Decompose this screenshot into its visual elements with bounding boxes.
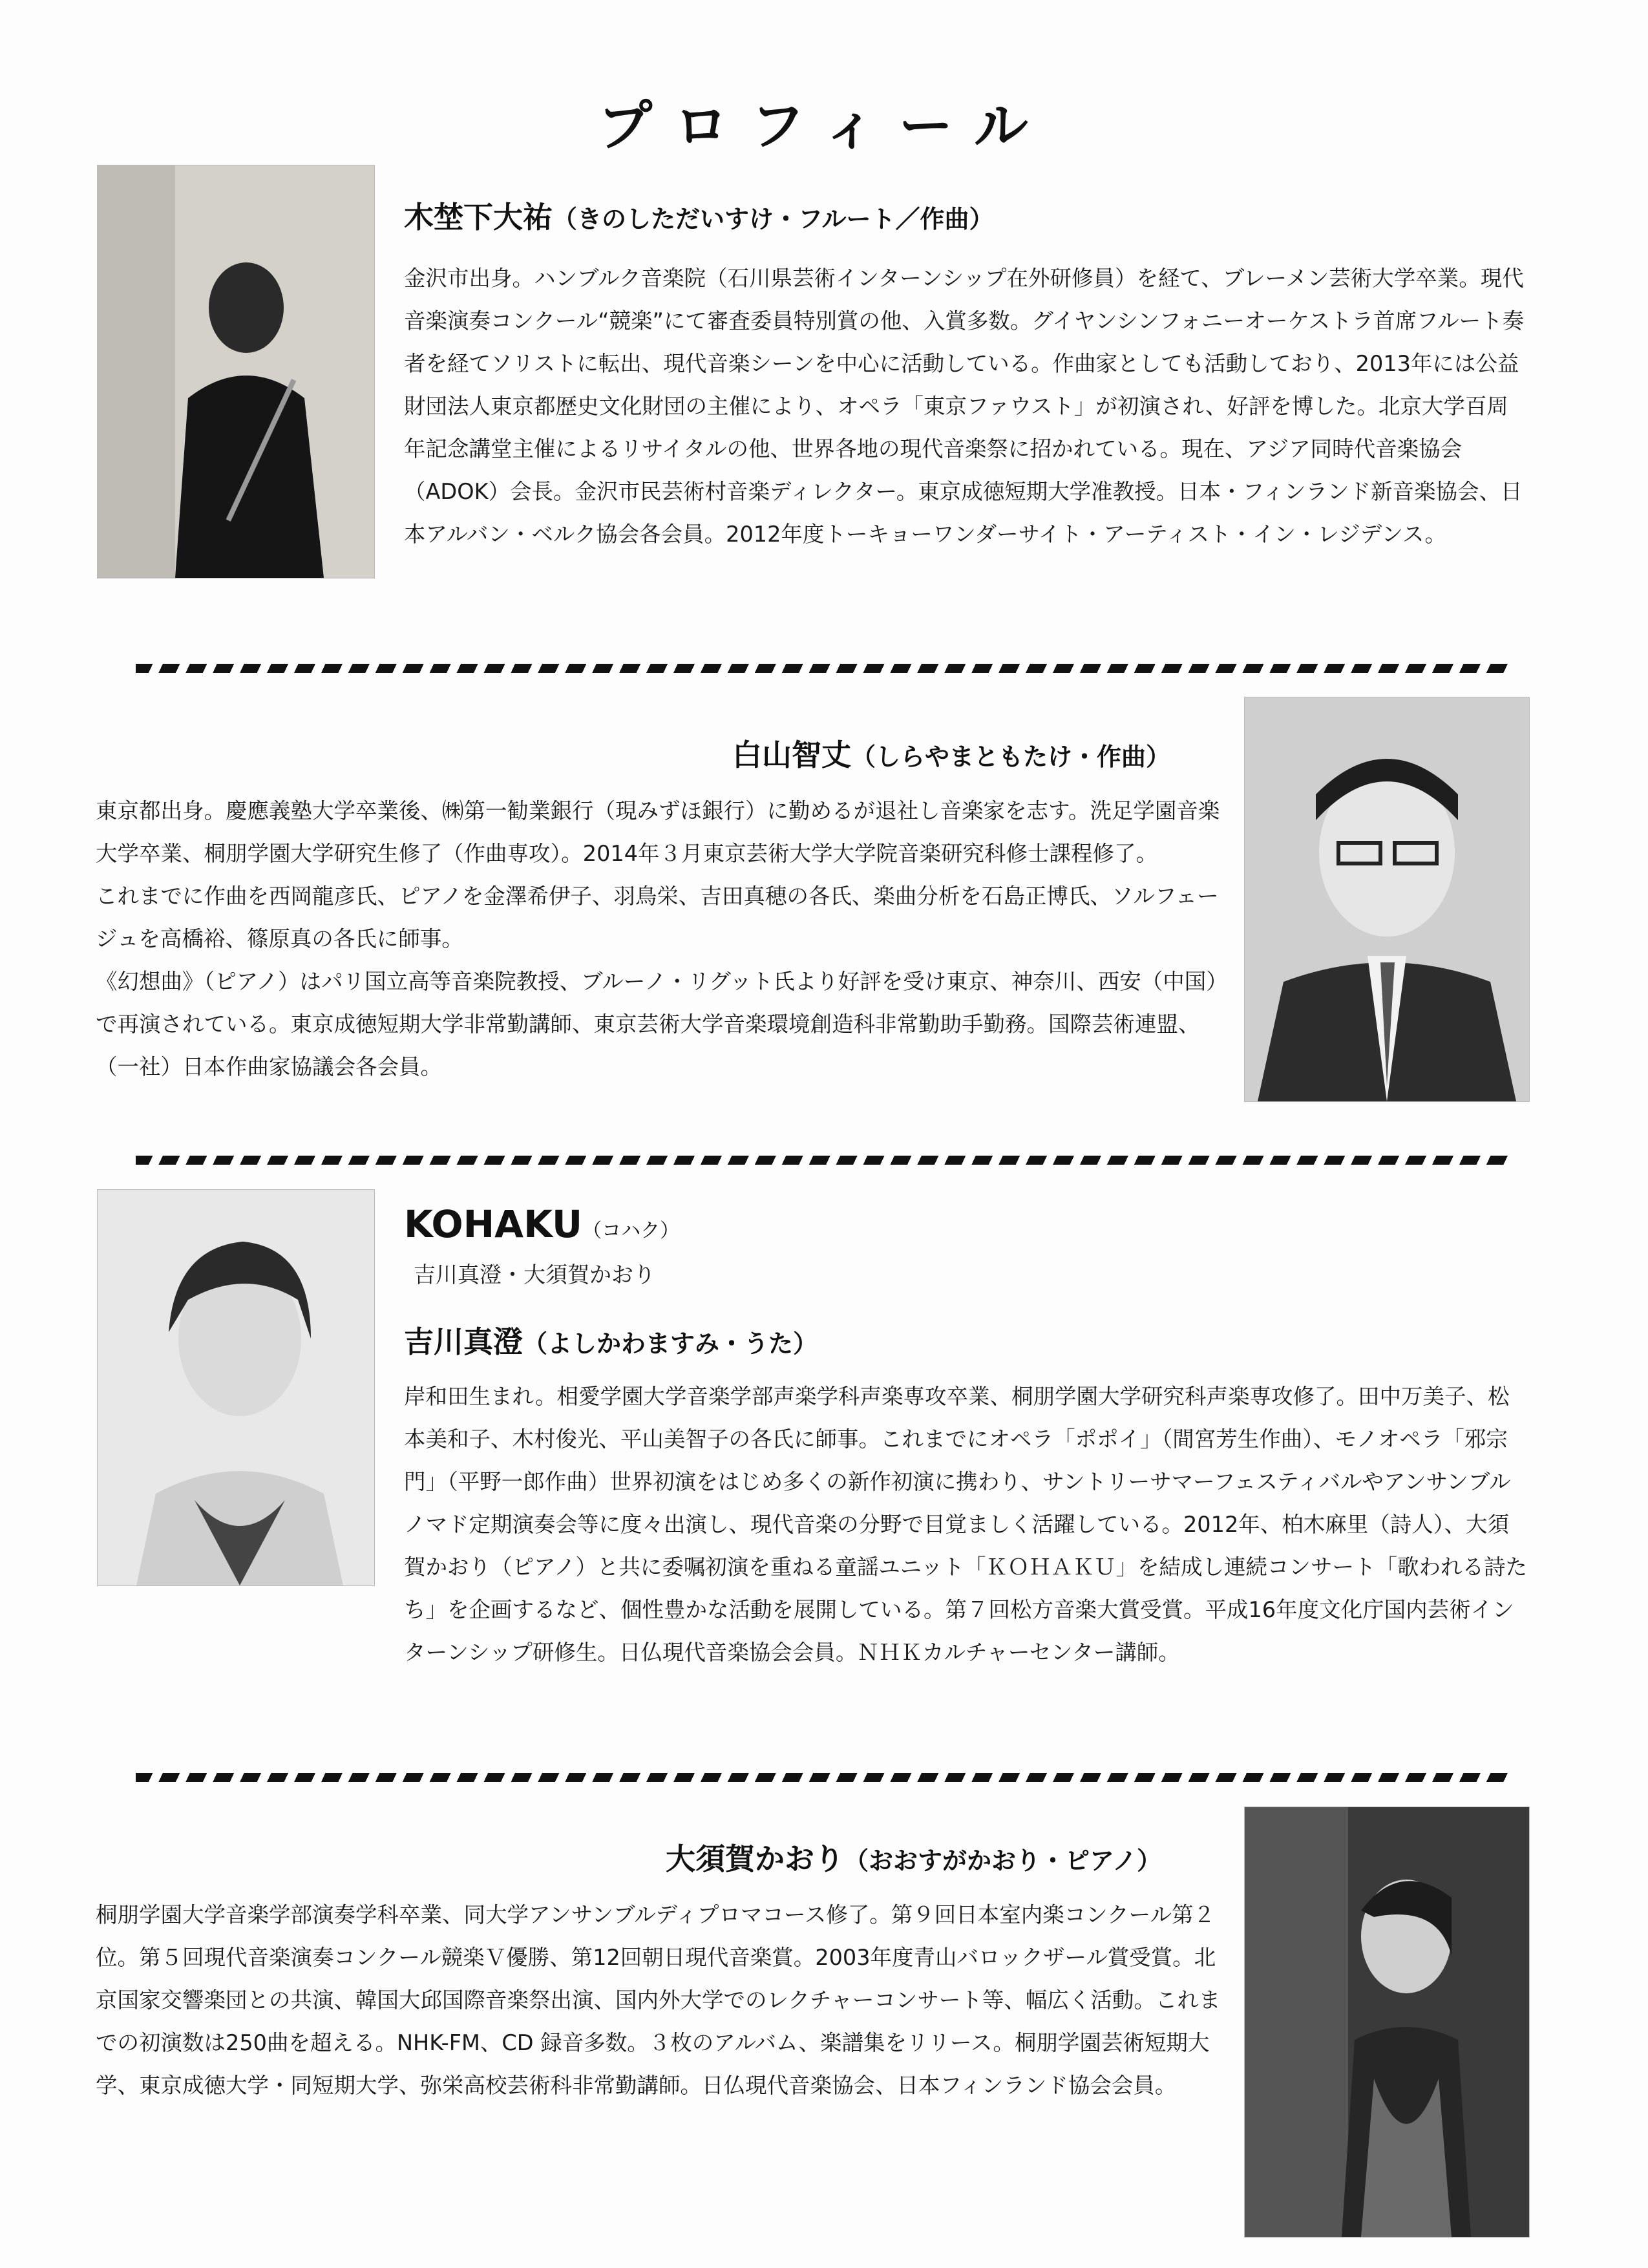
name-kanji: 木埜下大祐	[404, 200, 553, 235]
bio-paragraph: 《幻想曲》（ピアノ）はパリ国立高等音楽院教授、ブルーノ・リグット氏より好評を受け東京、神奈川、西安（中国）で再演されている。東京成徳短期大学非常勤講師、東京芸術大学音楽環境創造科非常勤助手勤務。国際芸術連盟、（一社）日本作曲家協議会各会員。	[96, 969, 1217, 1079]
group-members: 吉川真澄・大須賀かおり	[414, 1262, 655, 1288]
name-kanji: 大須賀かおり	[666, 1841, 844, 1876]
bio-kinoshita	[404, 257, 1528, 556]
name-kanji: 吉川真澄	[404, 1324, 523, 1359]
bio-paragraph: 金沢市出身。ハンブルク音楽院（石川県芸術インターンシップ在外研修員）を経て、ブレーメン芸術大学卒業。現代音楽演奏コンクール“競楽”にて審査委員特別賞の他、入賞多数。グイヤンシンフォニーオーケストラ首席フルート奏者を経てソリストに転出、現代音楽シーンを中心に活動している。作曲家としても活動しており、2013年には公益財団法人東京都歴史文化財団の主催により、オペラ「東京ファウスト」が初演され、好評を博した。北京大学百周年記念講堂主催によるリサイタルの他、世界各地の現代音楽祭に招かれている。現在、アジア同時代音楽協会（ADOK）会長。金沢市民芸術村音楽ディレクター。東京成徳短期大学准教授。日本・フィンランド新音楽協会、日本アルバン・ベルク協会各会員。2012年度トーキョーワンダーサイト・アーティスト・イン・レジデンス。	[404, 266, 1525, 547]
group-name-latin: KOHAKU	[404, 1202, 583, 1246]
bio-yoshikawa	[404, 1375, 1528, 1674]
name-reading: （おおすがかおり・ピアノ）	[844, 1847, 1161, 1875]
profile-name-shirayama	[732, 732, 1170, 774]
name-reading: （しらやまともたけ・作曲）	[851, 743, 1171, 771]
bio-shirayama	[96, 790, 1223, 1088]
portrait-photo-osuga	[1244, 1807, 1530, 2238]
portrait-photo-yoshikawa	[97, 1189, 375, 1586]
section-divider	[136, 1156, 1512, 1165]
page-title: プロフィール	[598, 94, 1050, 158]
name-reading: （きのしただいすけ・フルート／作曲）	[553, 205, 994, 233]
bio-paragraph: 桐朋学園大学音楽学部演奏学科卒業、同大学アンサンブルディプロマコース修了。第９回日本室内楽コンクール第２位。第５回現代音楽演奏コンクール競楽Ｖ優勝、第12回朝日現代音楽賞。2003年度青山バロックザール賞受賞。北京国家交響楽団との共演、韓国大邱国際音楽祭出演、国内外大学でのレクチャーコンサート等、幅広く活動。これまでの初演数は250曲を超える。NHK-FM、CD 録音多数。３枚のアルバム、楽譜集をリリース。桐朋学園芸術短期大学、東京成徳大学・同短期大学、弥栄高校芸術科非常勤講師。日仏現代音楽協会、日本フィンランド協会会員。	[96, 1902, 1221, 2098]
group-name-reading: （コハク）	[582, 1220, 680, 1242]
bio-paragraph: 岸和田生まれ。相愛学園大学音楽学部声楽学科声楽専攻卒業、桐朋学園大学研究科声楽専攻修了。田中万美子、松本美和子、木村俊光、平山美智子の各氏に師事。これまでにオペラ「ポポイ」（間宮芳生作曲）、モノオペラ「邪宗門」（平野一郎作曲）世界初演をはじめ多くの新作初演に携わり、サントリーサマーフェスティバルやアンサンブルノマド定期演奏会等に度々出演し、現代音楽の分野で目覚ましく活躍している。2012年、柏木麻里（詩人）、大須賀かおり（ピアノ）と共に委嘱初演を重ねる童謡ユニット「ＫＯＨＡＫＵ」を結成し連続コンサート「歌われる詩たち」を企画するなど、個性豊かな活動を展開している。第７回松方音楽大賞受賞。平成16年度文化庁国内芸術インターンシップ研修生。日仏現代音楽協会会員。ＮＨＫカルチャーセンター講師。	[404, 1384, 1527, 1665]
profile-name-yoshikawa	[404, 1319, 818, 1361]
portrait-photo-kinoshita	[97, 165, 375, 578]
profile-name-osuga	[666, 1836, 1161, 1878]
name-reading: （よしかわますみ・うた）	[523, 1330, 818, 1358]
bio-paragraph: 東京都出身。慶應義塾大学卒業後、㈱第一勧業銀行（現みずほ銀行）に勤めるが退社し音楽家を志す。洗足学園音楽大学卒業、桐朋学園大学研究生修了（作曲専攻）。2014年３月東京芸術大学大学院音楽研究科修士課程修了。	[96, 798, 1220, 866]
section-divider	[136, 1773, 1512, 1782]
bio-paragraph: これまでに作曲を西岡龍彦氏、ピアノを金澤希伊子、羽鳥栄、吉田真穂の各氏、楽曲分析を石島正博氏、ソルフェージュを高橋裕、篠原真の各氏に師事。	[96, 884, 1219, 951]
profile-name-kinoshita	[404, 194, 993, 237]
name-kanji: 白山智丈	[732, 737, 851, 772]
section-divider	[136, 664, 1512, 673]
portrait-photo-shirayama	[1244, 697, 1530, 1102]
bio-osuga	[96, 1894, 1223, 2107]
group-name	[404, 1202, 679, 1246]
